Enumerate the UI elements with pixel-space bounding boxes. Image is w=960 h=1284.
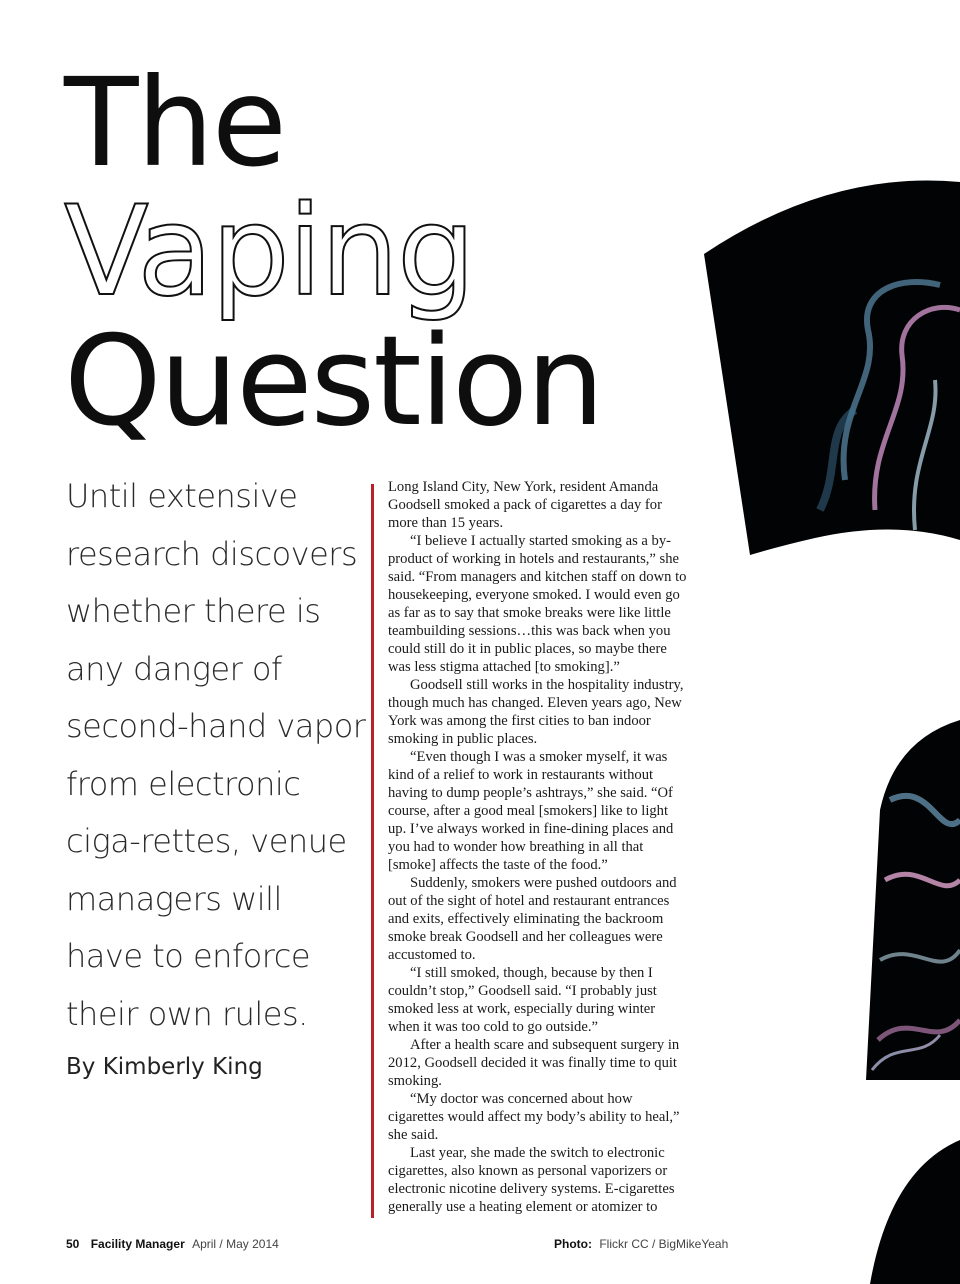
body-paragraph: Suddenly, smokers were pushed outdoors and out of the sight of hotel and restaurant entrances and exits, effectively eliminating the backroom smoke break Goodsell and her colleagues were accustomed to.	[388, 875, 677, 963]
title-line-the: The	[64, 52, 285, 194]
body-paragraph: Last year, she made the switch to electronic cigarettes, also known as personal vaporizers or electronic nicotine delivery systems. E-cigarettes generally use a heating element or atomizer to	[388, 1145, 675, 1215]
body-paragraph: After a health scare and subsequent surgery in 2012, Goodsell decided it was finally time to quit smoking.	[388, 1037, 680, 1089]
issue-date: April / May 2014	[192, 1237, 279, 1251]
photo-credit-text: Flickr CC / BigMikeYeah	[599, 1237, 729, 1251]
smoke-question-mark-icon	[640, 180, 960, 1284]
column-divider-rule	[371, 484, 374, 1218]
photo-credit	[554, 1237, 728, 1251]
page-number: 50	[66, 1237, 80, 1251]
body-paragraph: “I still smoked, though, because by then I couldn’t stop,” Goodsell said. “I probably just smoked less at work, especially during winter when it was too cold to go outside.”	[388, 965, 657, 1035]
page-footer	[66, 1237, 279, 1251]
byline: By Kimberly King	[66, 1054, 263, 1080]
magazine-name: Facility Manager	[90, 1237, 185, 1251]
photo-credit-label: Photo:	[554, 1237, 592, 1251]
article-deck: Until extensive research discovers whether there is any danger of second-hand vapor from electronic ciga-rettes, venue managers will have to enforce their own rules.	[66, 477, 366, 1033]
title-line-question: Question	[64, 310, 603, 454]
body-paragraph: “I believe I actually started smoking as a by-product of working in hotels and restaurants,” she said. “From managers and kitchen staff on down to housekeeping, everyone smoked. I would even go as far as to say that smoke breaks were like little teambuilding sessions…this was back when you could still do it in public places, so maybe there was less stigma attached [to smoking].”	[388, 533, 687, 675]
body-paragraph: “My doctor was concerned about how cigarettes would affect my body’s ability to heal,” she said.	[388, 1091, 680, 1143]
body-paragraph: “Even though I was a smoker myself, it was kind of a relief to work in restaurants without having to dump people’s ashtrays,” she said. “Of course, after a good meal [smokers] like to light up. I’ve always worked in fine-dining places and you had to wonder how breathing in all that [smoke] affects the taste of the food.”	[388, 749, 674, 873]
body-paragraph: Long Island City, New York, resident Amanda Goodsell smoked a pack of cigarettes a day for more than 15 years.	[388, 479, 662, 531]
title-line-vaping: Vaping	[64, 180, 474, 324]
body-paragraph: Goodsell still works in the hospitality industry, though much has changed. Eleven years ago, New York was among the first cities to ban indoor smoking in public places.	[388, 677, 684, 747]
